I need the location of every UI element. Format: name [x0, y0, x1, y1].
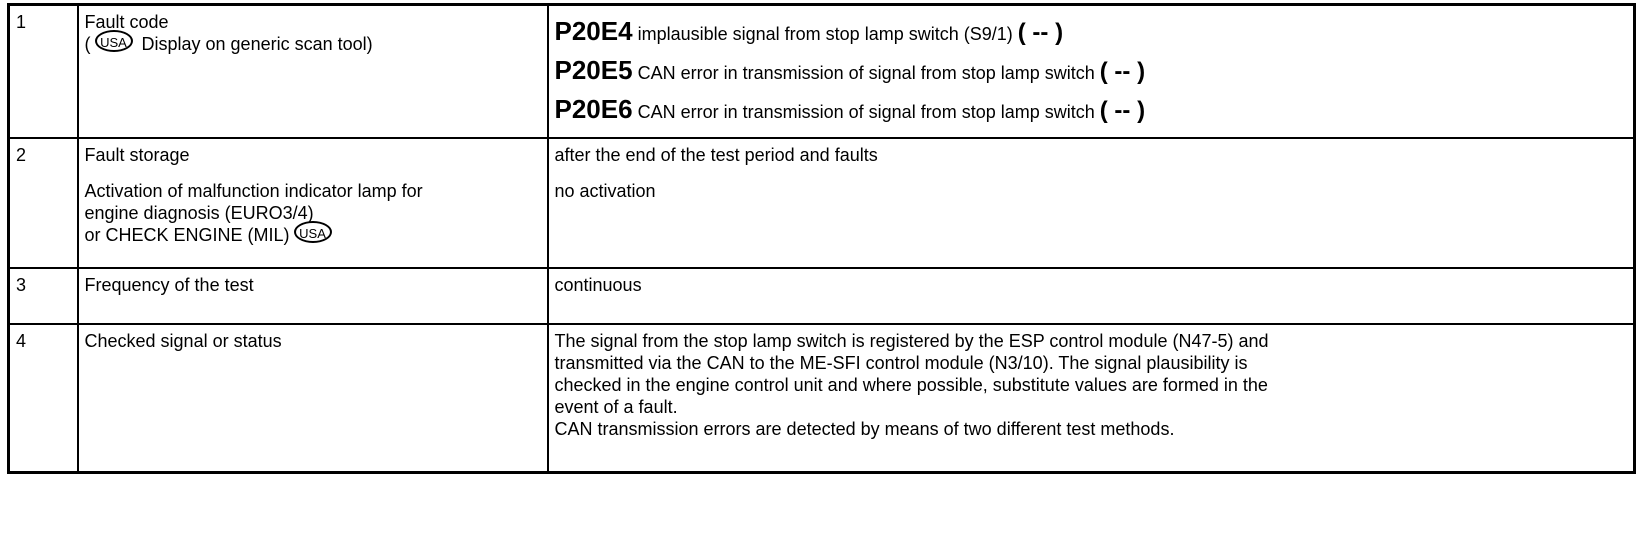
value-cell — [548, 138, 1635, 268]
fault-code-line — [555, 15, 1628, 50]
scan-tool-note: ( USA Display on generic scan tool) — [85, 33, 541, 58]
table-row — [9, 138, 1635, 268]
row-number: 4 — [9, 324, 78, 473]
fault-code-suffix: ( -- ) — [1099, 97, 1146, 124]
fault-code-description: CAN error in transmission of signal from stop lamp switch — [637, 102, 1095, 122]
checked-signal-label: Checked signal or status — [78, 324, 548, 473]
fault-code-description: implausible signal from stop lamp switch (S9/1) — [637, 24, 1013, 44]
table-row — [9, 5, 1635, 139]
row-number: 2 — [9, 138, 78, 268]
label-cell — [78, 5, 548, 139]
fault-code-label: Fault code — [84, 12, 169, 32]
value-cell — [548, 5, 1635, 139]
fault-info-table — [7, 3, 1636, 474]
mil-activation-value: no activation — [554, 181, 656, 201]
checked-signal-value: The signal from the stop lamp switch is registered by the ESP control module (N47-5) and transmitted via the CAN to the ME-SFI control module (N3/10). The signal plausibility is checked in the engine control unit and where possible, substitute values are formed in the event of a fault. CAN transmission errors are detected by means of two different test methods. — [548, 324, 1635, 473]
fault-storage-label: Fault storage — [84, 145, 190, 165]
row-number: 1 — [9, 5, 78, 139]
fault-code: P20E6 — [554, 94, 633, 124]
label-cell — [78, 138, 548, 268]
frequency-value: continuous — [548, 268, 1635, 324]
fault-code: P20E4 — [554, 16, 633, 46]
fault-code-description: CAN error in transmission of signal from stop lamp switch — [637, 63, 1095, 83]
fault-storage-value: after the end of the test period and faults — [554, 145, 878, 165]
fault-code: P20E5 — [554, 55, 633, 85]
fault-code-line — [555, 93, 1628, 128]
mil-activation-label: Activation of malfunction indicator lamp for engine diagnosis (EURO3/4) or CHECK ENGINE (MIL) USA — [84, 181, 423, 245]
usa-badge-icon: USA — [95, 30, 133, 52]
frequency-label: Frequency of the test — [78, 268, 548, 324]
table-row — [9, 268, 1635, 324]
table-row — [9, 324, 1635, 473]
fault-code-suffix: ( -- ) — [1017, 19, 1064, 46]
row-number: 3 — [9, 268, 78, 324]
fault-table-sheet — [7, 3, 1636, 474]
usa-badge-icon: USA — [294, 221, 332, 243]
fault-code-suffix: ( -- ) — [1099, 58, 1146, 85]
fault-code-line — [555, 54, 1628, 89]
